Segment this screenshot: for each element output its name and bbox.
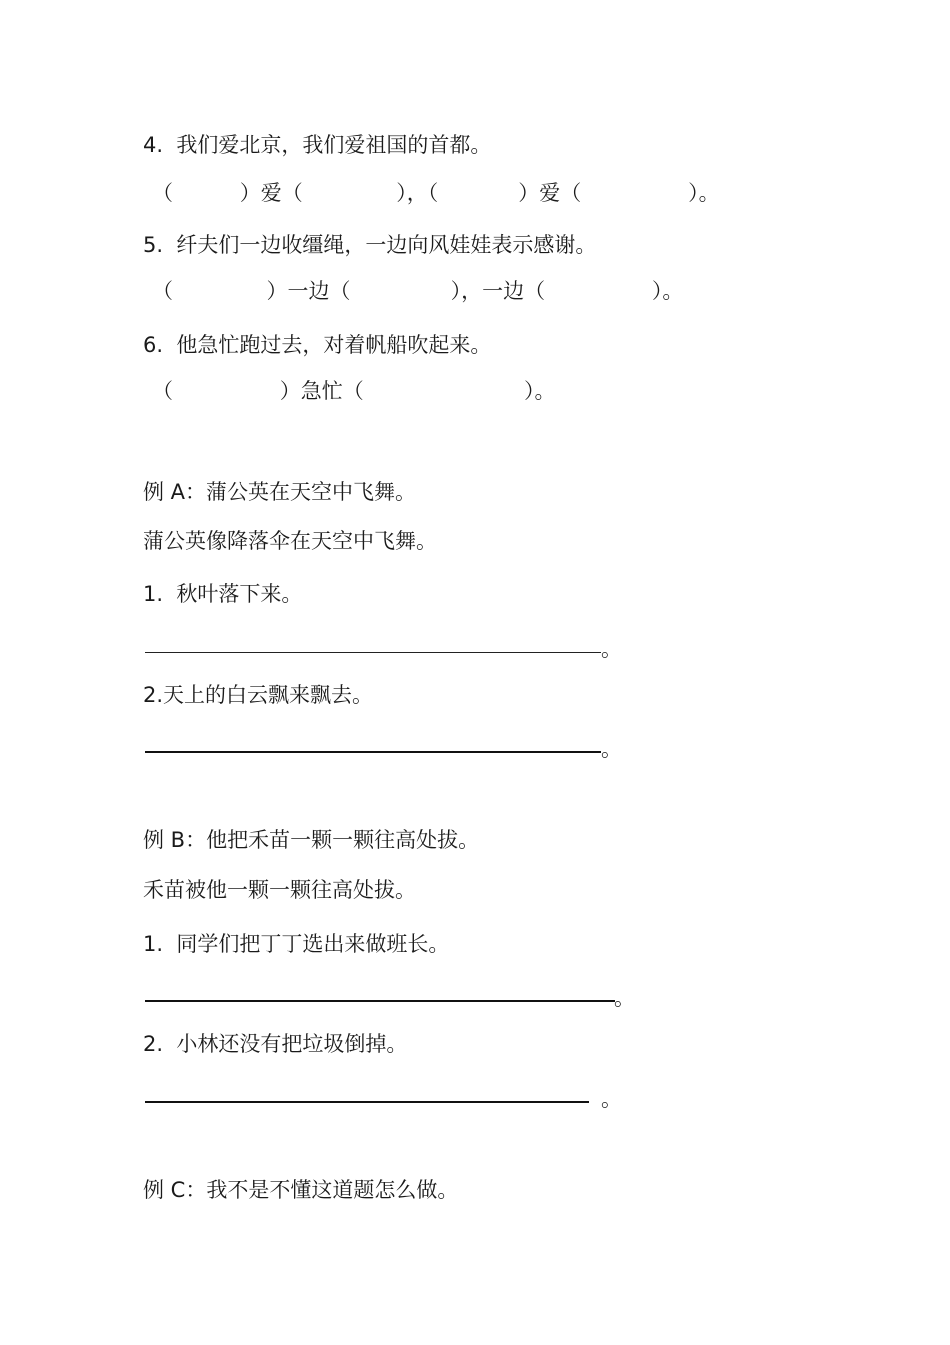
example-b-title: 例 B：他把禾苗一颗一颗往高处拔。 (143, 828, 480, 852)
example-b-answer-line-2 (145, 1101, 589, 1103)
question-4-blanks: （ ）爱（ ），（ ）爱（ ）。 (152, 181, 720, 205)
example-a-question-2: 2.天上的白云飘来飘去。 (143, 683, 374, 707)
example-b-question-2: 2. 小林还没有把垃圾倒掉。 (143, 1032, 408, 1056)
example-b-answer: 禾苗被他一颗一颗往高处拔。 (143, 878, 416, 902)
example-a-question-1: 1. 秋叶落下来。 (143, 582, 303, 606)
example-a-title: 例 A：蒲公英在天空中飞舞。 (143, 480, 417, 504)
example-a-answer-line-2 (145, 751, 601, 753)
example-c-title: 例 C：我不是不懂这道题怎么做。 (143, 1178, 459, 1202)
example-b-answer-line-1 (145, 1000, 615, 1002)
example-a-answer-line-1 (145, 652, 601, 653)
example-a-period-2: 。 (601, 737, 622, 761)
example-b-period-1: 。 (614, 986, 635, 1010)
question-6: 6. 他急忙跑过去，对着帆船吹起来。 (143, 333, 492, 357)
example-b-question-1: 1. 同学们把丁丁选出来做班长。 (143, 932, 450, 956)
example-a-period-1: 。 (601, 637, 622, 661)
question-5-blanks: （ ）一边（ ），一边（ ）。 (152, 279, 684, 303)
question-6-blanks: （ ）急忙（ ）。 (152, 379, 556, 403)
example-a-answer: 蒲公英像降落伞在天空中飞舞。 (143, 529, 437, 553)
question-5: 5. 纤夫们一边收缰绳，一边向风娃娃表示感谢。 (143, 233, 597, 257)
example-b-period-2: 。 (601, 1087, 622, 1111)
question-4: 4. 我们爱北京，我们爱祖国的首都。 (143, 133, 492, 157)
